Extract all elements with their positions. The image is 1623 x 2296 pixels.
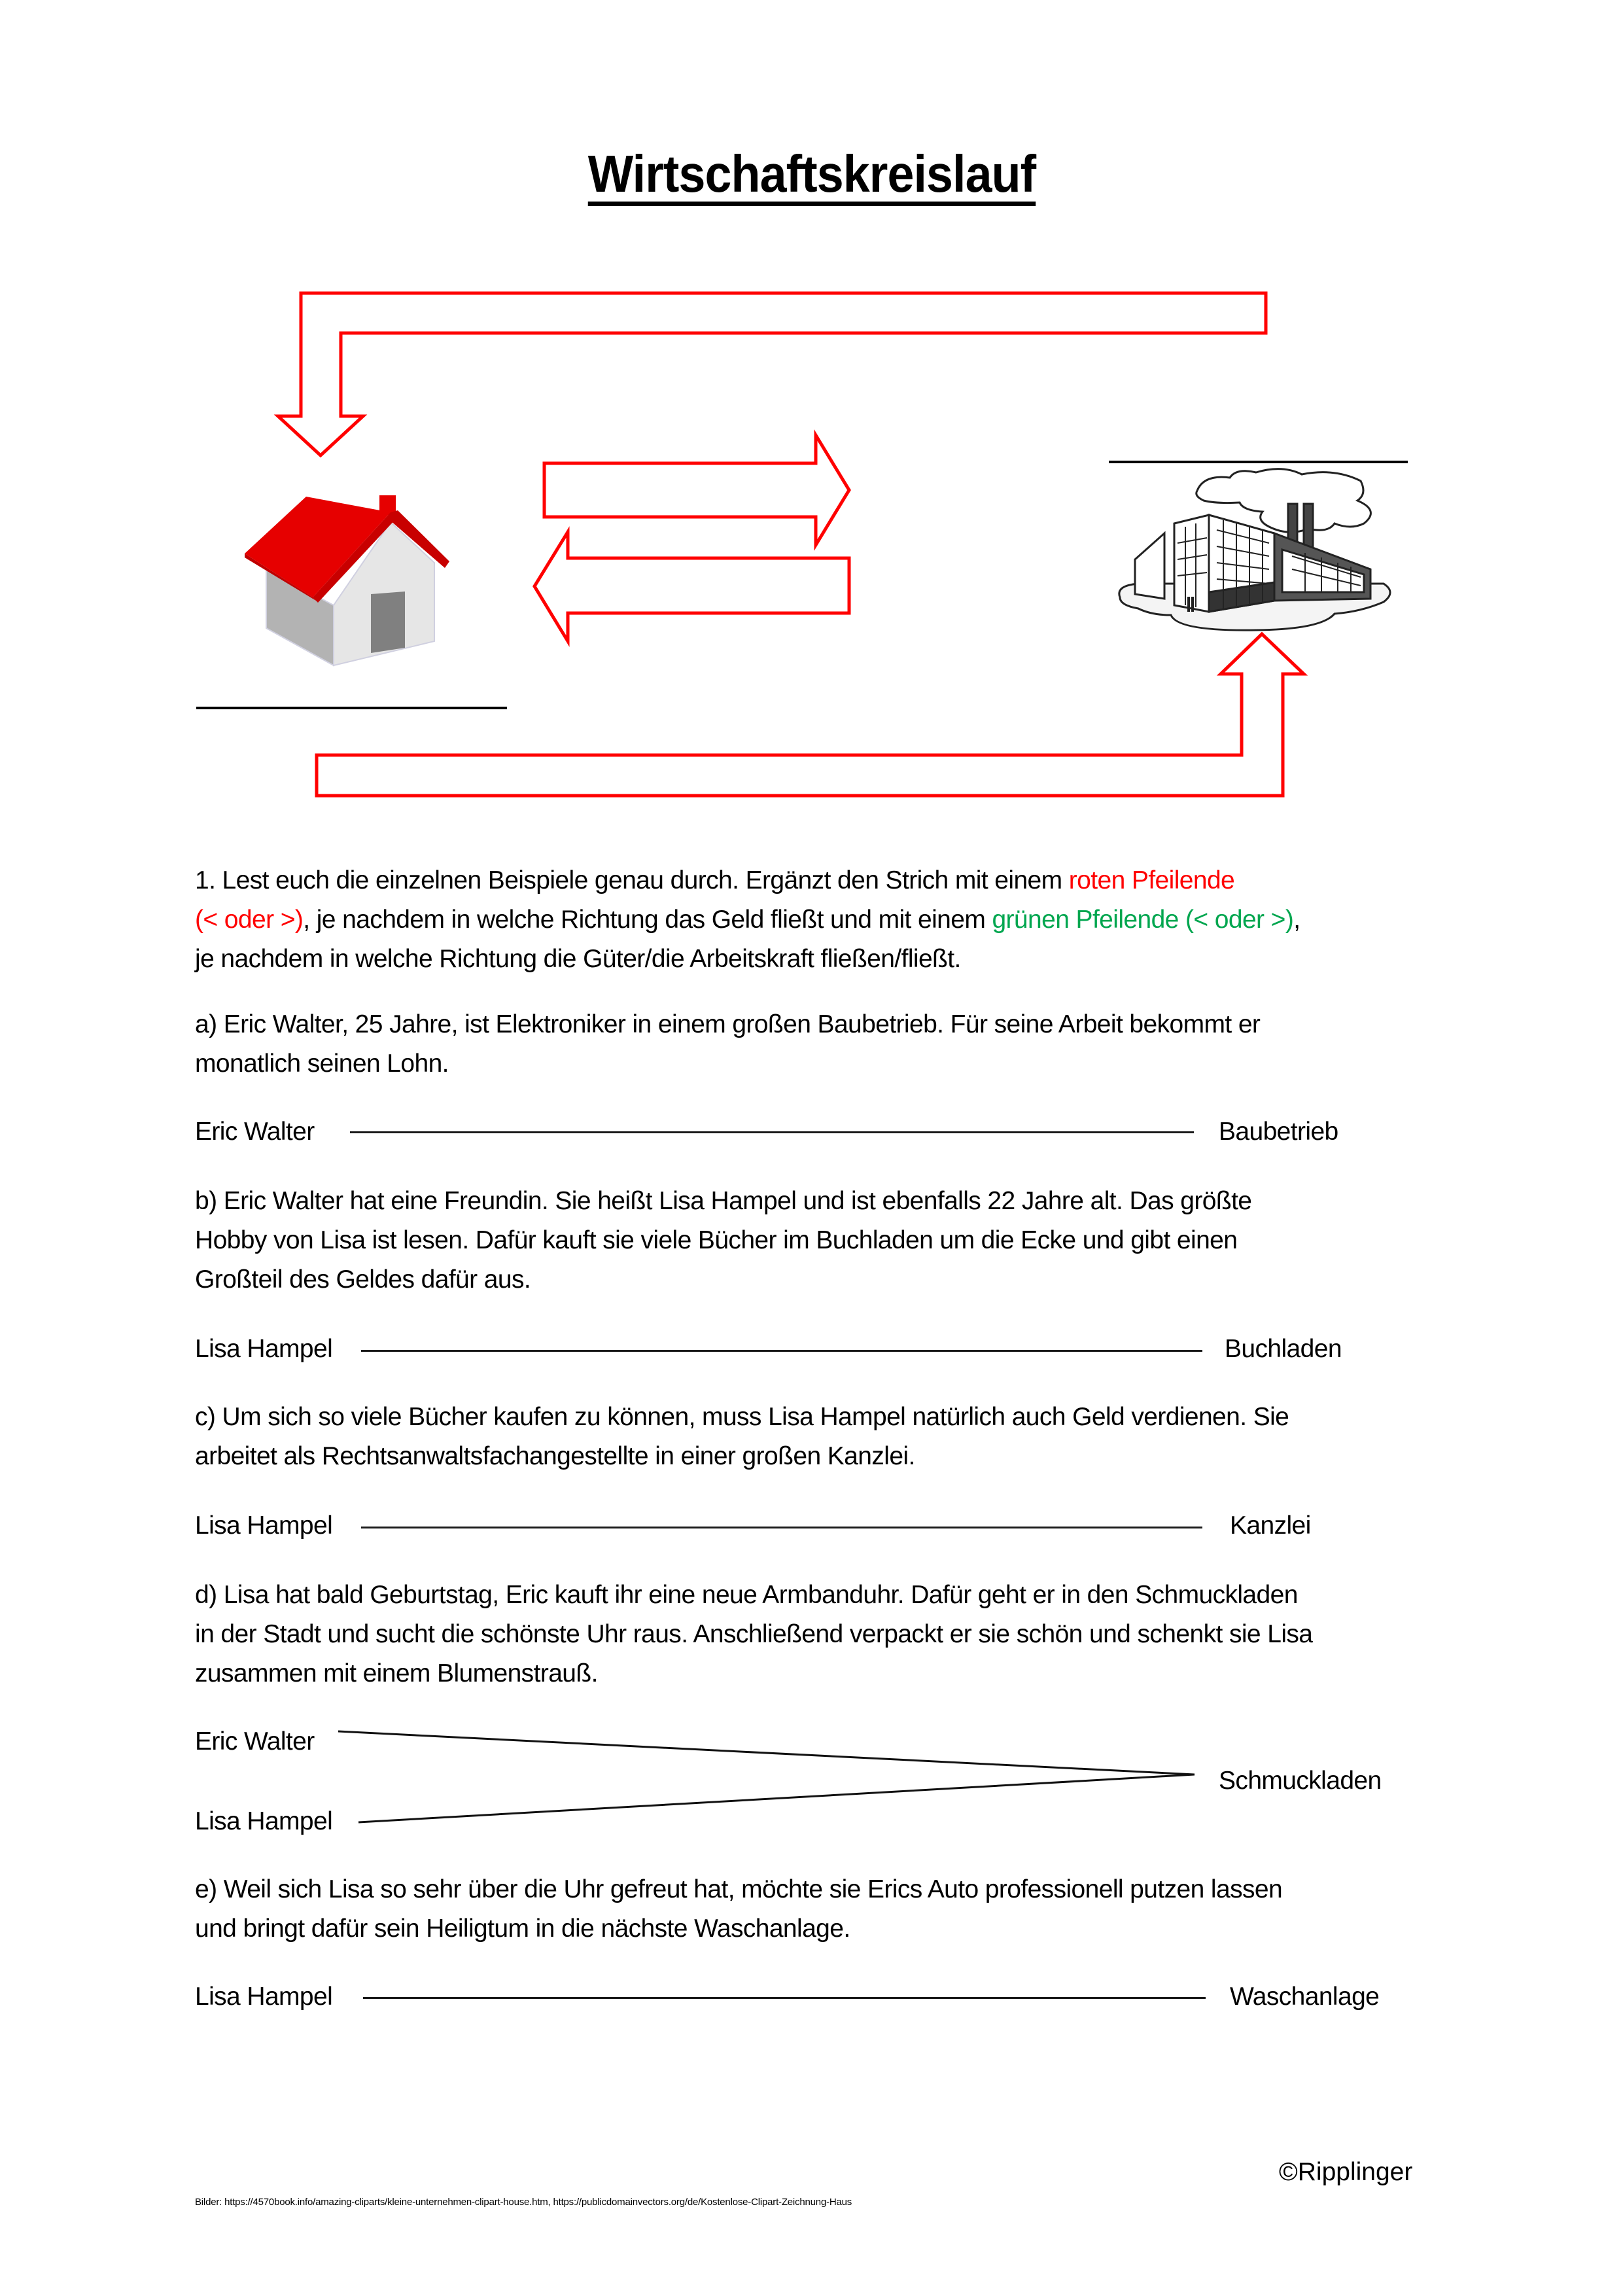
example-a-right-party: Baubetrieb xyxy=(1219,1118,1338,1146)
example-b-connector-line[interactable] xyxy=(361,1350,1202,1352)
example-c-left-party: Lisa Hampel xyxy=(195,1511,333,1540)
example-e-text xyxy=(195,1870,1438,1949)
example-b-line: b) Eric Walter hat eine Freundin. Sie heißt Lisa Hampel und ist ebenfalls 22 Jahre alt. Das größte xyxy=(195,1187,1252,1215)
instructions-text: , je nachdem in welche Richtung das Geld fließt und mit einem xyxy=(303,906,992,934)
example-e-left-party: Lisa Hampel xyxy=(195,1983,333,2011)
instructions-text: 1. Lest euch die einzelnen Beispiele genau durch. Ergänzt den Strich mit einem xyxy=(195,866,1069,894)
example-e-connector-line[interactable] xyxy=(363,1997,1206,1999)
example-a-left-party: Eric Walter xyxy=(195,1118,315,1146)
factory-icon xyxy=(1119,469,1390,630)
firm-label-blank[interactable] xyxy=(1109,448,1408,463)
page-title-text: Wirtschaftskreislauf xyxy=(587,148,1035,206)
left-pointing-arrow xyxy=(534,532,849,641)
instructions xyxy=(195,861,1438,979)
example-a-text xyxy=(195,1005,1438,1084)
example-d-text xyxy=(195,1576,1438,1693)
example-e-line: e) Weil sich Lisa so sehr über die Uhr gefreut hat, möchte sie Erics Auto professionell putzen lassen xyxy=(195,1875,1283,1903)
copyright: ©Ripplinger xyxy=(1279,2158,1413,2186)
example-b-text xyxy=(195,1182,1438,1299)
example-d-line: in der Stadt und sucht die schönste Uhr raus. Anschließend verpackt er sie schön und schenkt sie Lisa xyxy=(195,1620,1313,1648)
example-d-line: d) Lisa hat bald Geburtstag, Eric kauft ihr eine neue Armbanduhr. Dafür geht er in den Schmuckladen xyxy=(195,1581,1298,1609)
red-arrow-hint: roten Pfeilende xyxy=(1068,866,1235,894)
red-arrow-options: (< oder >) xyxy=(195,906,304,934)
green-arrow-hint: grünen Pfeilende (< oder >) xyxy=(992,906,1294,934)
instructions-text: je nachdem in welche Richtung die Güter/die Arbeitskraft fließen/fließt. xyxy=(195,945,961,973)
example-b-line: Großteil des Geldes dafür aus. xyxy=(195,1265,531,1294)
bottom-loop-arrow xyxy=(317,634,1304,796)
example-c-text xyxy=(195,1398,1438,1476)
household-label-blank[interactable] xyxy=(196,694,507,709)
example-c-line: c) Um sich so viele Bücher kaufen zu können, muss Lisa Hampel natürlich auch Geld verdienen. Sie xyxy=(195,1403,1289,1431)
example-d-left-party-bottom: Lisa Hampel xyxy=(195,1807,333,1835)
example-c-right-party: Kanzlei xyxy=(1230,1511,1311,1540)
example-c-line: arbeitet als Rechtsanwaltsfachangestellte in einer großen Kanzlei. xyxy=(195,1442,915,1470)
top-loop-arrow xyxy=(278,293,1266,455)
instructions-text: , xyxy=(1293,906,1300,934)
house-icon xyxy=(245,495,449,665)
example-a-line: monatlich seinen Lohn. xyxy=(195,1050,449,1078)
image-sources: Bilder: https://4570book.info/amazing-cliparts/kleine-unternehmen-clipart-house.htm, https://publicdomainvectors.org/de/Kostenlose-Clipart-Zeichnung-Haus xyxy=(195,2197,852,2208)
right-pointing-arrow xyxy=(544,435,849,545)
example-d-left-party-top: Eric Walter xyxy=(195,1727,315,1756)
example-a-line: a) Eric Walter, 25 Jahre, ist Elektroniker in einem großen Baubetrieb. Für seine Arbeit bekommt er xyxy=(195,1010,1261,1038)
example-d-right-party: Schmuckladen xyxy=(1219,1767,1382,1795)
example-b-line: Hobby von Lisa ist lesen. Dafür kauft sie viele Bücher im Buchladen um die Ecke und gibt einen xyxy=(195,1226,1238,1254)
example-e-line: und bringt dafür sein Heiligtum in die nächste Waschanlage. xyxy=(195,1915,850,1943)
example-a-connector-line[interactable] xyxy=(350,1131,1194,1133)
example-b-right-party: Buchladen xyxy=(1225,1335,1342,1363)
example-c-connector-line[interactable] xyxy=(361,1527,1202,1528)
example-e-right-party: Waschanlage xyxy=(1230,1983,1380,2011)
example-b-left-party: Lisa Hampel xyxy=(195,1335,333,1363)
example-d-line: zusammen mit einem Blumenstrauß. xyxy=(195,1659,598,1687)
